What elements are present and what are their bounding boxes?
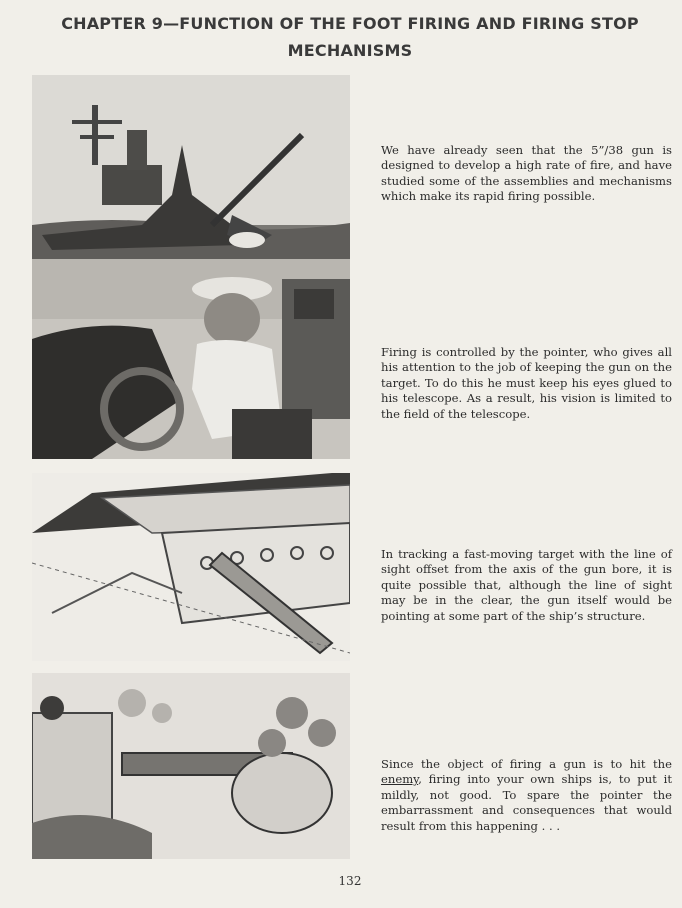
- page-number: 132: [338, 874, 362, 888]
- caption-4-after: , firing into your own ships is, to put it mildly, not good. To spare the pointer the embarrassment and consequences that would result from this happening . . .: [381, 772, 672, 833]
- caption-2: Firing is controlled by the pointer, who gives all his attention to the job of keeping the gun on the target. To do this he must keep his eyes glued to his telescope. As a result, his vision is limited to the field of the telescope.: [381, 345, 672, 421]
- illustration-pointer: [32, 259, 350, 459]
- illustration-cartoon-crew: [32, 673, 350, 859]
- caption-1: We have already seen that the 5”/38 gun is designed to develop a high rate of fire, and have studied some of the assemblies and mechanisms which make its rapid firing possible.: [381, 143, 672, 204]
- chapter-title: [40, 10, 660, 64]
- pointer-drawing: [32, 259, 350, 459]
- chapter-title-line-1: CHAPTER 9—FUNCTION OF THE FOOT FIRING AND FIRING STOP: [61, 14, 639, 33]
- caption-4-before: Since the object of firing a gun is to hit the: [381, 757, 672, 771]
- caption-4: [381, 757, 672, 834]
- battleship-drawing: [32, 75, 350, 259]
- caption-3: In tracking a fast-moving target with the line of sight offset from the axis of the gun bore, it is quite possible that, although the line of sight may be in the clear, the gun itself would be pointing at some part of the ship’s structure.: [381, 547, 672, 623]
- illustration-gun-mount: [32, 473, 350, 661]
- gun-mount-drawing: [32, 473, 350, 661]
- caption-4-underlined: enemy: [381, 772, 419, 787]
- chapter-title-line-2: MECHANISMS: [287, 41, 413, 60]
- cartoon-crew-drawing: [32, 673, 350, 859]
- illustration-battleship: [32, 75, 350, 259]
